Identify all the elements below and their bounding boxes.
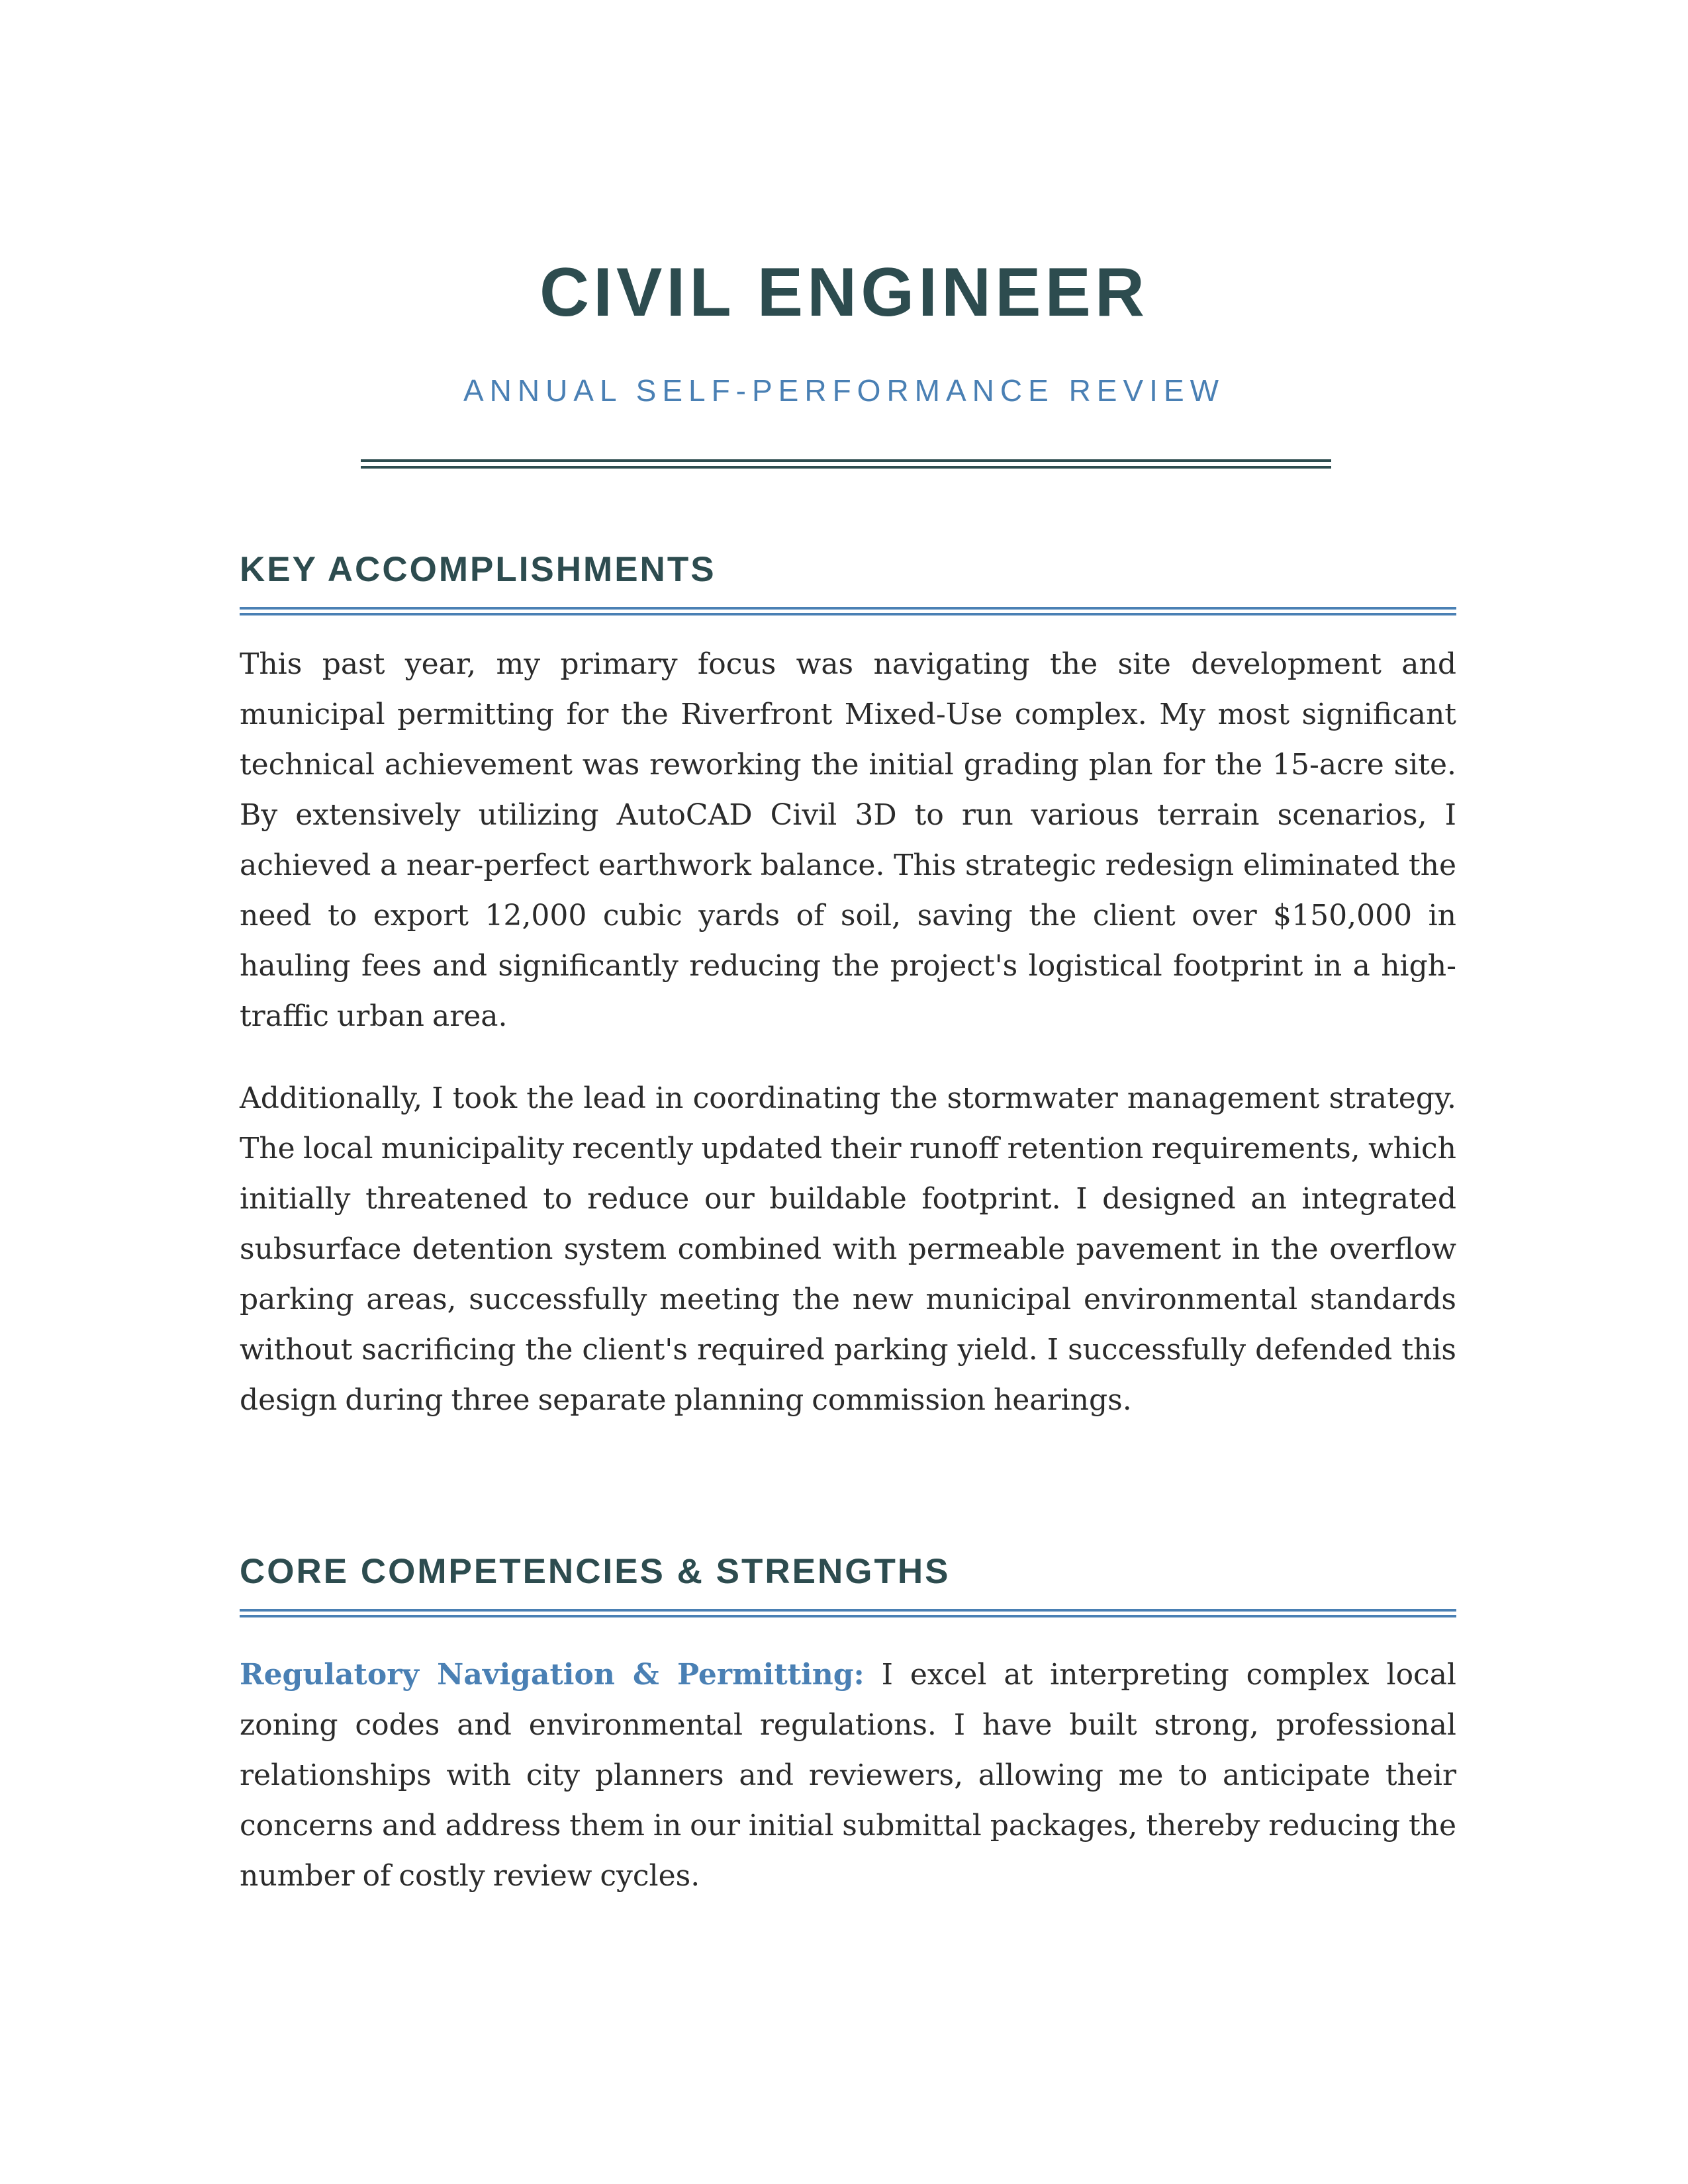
section-divider [240, 607, 1456, 615]
accomplishments-paragraph: This past year, my primary focus was navigating the site development and municipal permitting for the Riverfront Mixed-Use complex. My most significant technical achievement was reworking the initial grading plan for the 15-acre site. By extensively utilizing AutoCAD Civil 3D to run various terrain scenarios, I achieved a near-perfect earthwork balance. This strategic redesign eliminated the need to export 12,000 cubic yards of soil, saving the client over $150,000 in hauling fees and significantly reducing the project's logistical footprint in a high-traffic urban area. [240, 647, 1456, 1033]
title-divider [361, 459, 1331, 469]
document-subtitle: ANNUAL SELF-PERFORMANCE REVIEW [463, 373, 1225, 408]
competency-label: Regulatory Navigation & Permitting: [240, 1658, 865, 1692]
section-divider [240, 1609, 1456, 1617]
document-title: CIVIL ENGINEER [539, 254, 1149, 331]
section-heading-key-accomplishments: KEY ACCOMPLISHMENTS [240, 550, 716, 589]
section-heading-core-competencies: CORE COMPETENCIES & STRENGTHS [240, 1552, 951, 1591]
competency-item [240, 1650, 1456, 1901]
accomplishments-paragraph: Additionally, I took the lead in coordinating the stormwater management strategy. The local municipality recently updated their runoff retention requirements, which initially threatened to reduce our buildable footprint. I designed an integrated subsurface detention system combined with permeable pavement in the overflow parking areas, successfully meeting the new municipal environmental standards without sacrificing the client's required parking yield. I successfully defended this design during three separate planning commission hearings. [240, 1081, 1456, 1417]
competency-text: I excel at interpreting complex local zoning codes and environmental regulations. I have built strong, professional relationships with city planners and reviewers, allowing me to anticipate their concerns and address them in our initial submittal packages, thereby reducing the number of costly review cycles. [240, 1658, 1457, 1893]
